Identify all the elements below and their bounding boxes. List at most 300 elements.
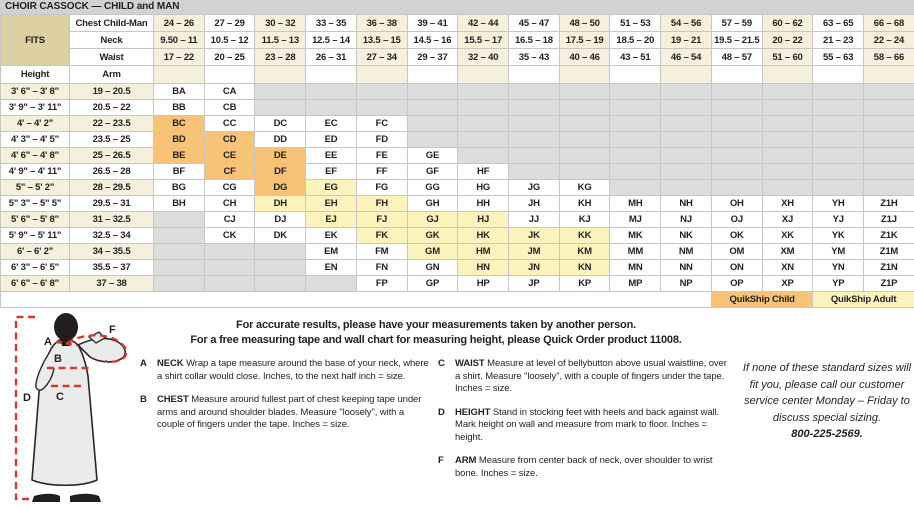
- size-code-cell: HF: [458, 164, 509, 180]
- size-na-cell: [204, 244, 255, 260]
- size-na-cell: [458, 148, 509, 164]
- size-code-cell: Z1J: [864, 212, 914, 228]
- size-code-cell: BC: [154, 116, 205, 132]
- size-code-cell: KH: [559, 196, 610, 212]
- neck-range-cell: 17.5 – 19: [559, 32, 610, 49]
- size-code-cell: MP: [610, 276, 661, 292]
- chest-range-cell: 63 – 65: [813, 15, 864, 32]
- waist-range-cell: 26 – 31: [306, 49, 357, 66]
- size-code-cell: HP: [458, 276, 509, 292]
- quikship-legend-row: [1, 292, 914, 308]
- waist-range-cell: 43 – 51: [610, 49, 661, 66]
- size-na-cell: [154, 276, 205, 292]
- spacer-cell: [204, 66, 255, 84]
- cassock-robe: [32, 340, 97, 486]
- size-na-cell: [255, 260, 306, 276]
- instructions-column-right: [438, 358, 732, 491]
- size-code-cell: OJ: [711, 212, 762, 228]
- size-code-cell: YJ: [813, 212, 864, 228]
- size-table: [0, 14, 914, 308]
- size-na-cell: [559, 148, 610, 164]
- size-code-cell: EF: [306, 164, 357, 180]
- size-na-cell: [762, 148, 813, 164]
- waist-row-label: Waist: [70, 49, 154, 66]
- arm-column-label: Arm: [70, 66, 154, 84]
- size-code-cell: HH: [458, 196, 509, 212]
- raised-right-arm: [78, 338, 125, 361]
- waist-range-cell: 58 – 66: [864, 49, 914, 66]
- size-code-cell: GJ: [407, 212, 458, 228]
- size-code-cell: XP: [762, 276, 813, 292]
- spacer-cell: [154, 66, 205, 84]
- size-code-cell: JJ: [509, 212, 560, 228]
- size-code-cell: NN: [661, 260, 712, 276]
- size-code-cell: GP: [407, 276, 458, 292]
- size-na-cell: [306, 276, 357, 292]
- size-row: [1, 212, 914, 228]
- size-code-cell: EE: [306, 148, 357, 164]
- chest-range-cell: 45 – 47: [509, 15, 560, 32]
- size-code-cell: BD: [154, 132, 205, 148]
- chest-range-cell: 57 – 59: [711, 15, 762, 32]
- intro-line-1: For accurate results, please have your measurements taken by another person.: [128, 318, 744, 333]
- size-code-cell: OK: [711, 228, 762, 244]
- size-na-cell: [509, 148, 560, 164]
- size-code-cell: CH: [204, 196, 255, 212]
- size-row: [1, 164, 914, 180]
- chest-range-cell: 42 – 44: [458, 15, 509, 32]
- figure-label-a: A: [44, 336, 52, 348]
- neck-range-cell: 13.5 – 15: [356, 32, 407, 49]
- size-code-cell: Z1N: [864, 260, 914, 276]
- size-na-cell: [559, 100, 610, 116]
- size-na-cell: [864, 100, 914, 116]
- size-code-cell: HK: [458, 228, 509, 244]
- size-code-cell: YK: [813, 228, 864, 244]
- size-code-cell: DE: [255, 148, 306, 164]
- size-code-cell: EK: [306, 228, 357, 244]
- neck-range-cell: 19 – 21: [661, 32, 712, 49]
- right-shoe: [70, 494, 101, 502]
- size-na-cell: [509, 164, 560, 180]
- size-na-cell: [306, 84, 357, 100]
- instruction-letter: D: [438, 407, 455, 445]
- size-na-cell: [711, 132, 762, 148]
- size-na-cell: [813, 164, 864, 180]
- spacer-cell: [762, 66, 813, 84]
- chest-range-cell: 30 – 32: [255, 15, 306, 32]
- size-row: [1, 100, 914, 116]
- size-code-cell: JK: [509, 228, 560, 244]
- size-row: [1, 244, 914, 260]
- size-na-cell: [154, 228, 205, 244]
- size-code-cell: DC: [255, 116, 306, 132]
- instruction-letter: C: [438, 358, 455, 396]
- chart-title: CHOIR CASSOCK — CHILD and MAN: [0, 0, 914, 14]
- figure-label-c: C: [56, 391, 64, 403]
- size-code-cell: CJ: [204, 212, 255, 228]
- chest-range-cell: 51 – 53: [610, 15, 661, 32]
- size-na-cell: [711, 148, 762, 164]
- size-na-cell: [509, 132, 560, 148]
- size-row: [1, 260, 914, 276]
- size-code-cell: NP: [661, 276, 712, 292]
- arm-range-cell: 28 – 29.5: [70, 180, 154, 196]
- size-code-cell: OH: [711, 196, 762, 212]
- size-na-cell: [864, 116, 914, 132]
- instruction-arm: [438, 455, 732, 480]
- spacer-cell: [458, 66, 509, 84]
- size-code-cell: EJ: [306, 212, 357, 228]
- size-na-cell: [559, 164, 610, 180]
- waist-range-cell: 51 – 60: [762, 49, 813, 66]
- size-na-cell: [559, 116, 610, 132]
- waist-range-cell: 20 – 25: [204, 49, 255, 66]
- size-row: [1, 228, 914, 244]
- size-na-cell: [661, 100, 712, 116]
- size-code-cell: JN: [509, 260, 560, 276]
- intro-line-2: For a free measuring tape and wall chart for measuring height, please Quick Order product 11008.: [128, 333, 744, 348]
- size-code-cell: GH: [407, 196, 458, 212]
- size-na-cell: [255, 84, 306, 100]
- waist-range-cell: 29 – 37: [407, 49, 458, 66]
- waist-range-cell: 48 – 57: [711, 49, 762, 66]
- size-na-cell: [610, 164, 661, 180]
- size-code-cell: DK: [255, 228, 306, 244]
- size-code-cell: DJ: [255, 212, 306, 228]
- size-code-cell: KP: [559, 276, 610, 292]
- size-code-cell: XJ: [762, 212, 813, 228]
- size-code-cell: Z1H: [864, 196, 914, 212]
- size-code-cell: DG: [255, 180, 306, 196]
- size-na-cell: [813, 100, 864, 116]
- spacer-cell: [407, 66, 458, 84]
- size-na-cell: [813, 84, 864, 100]
- size-code-cell: NM: [661, 244, 712, 260]
- size-code-cell: OM: [711, 244, 762, 260]
- size-code-cell: GM: [407, 244, 458, 260]
- waist-range-cell: 17 – 22: [154, 49, 205, 66]
- size-na-cell: [864, 148, 914, 164]
- size-na-cell: [762, 116, 813, 132]
- size-code-cell: KJ: [559, 212, 610, 228]
- size-code-cell: JH: [509, 196, 560, 212]
- instruction-text: CHEST Measure around fullest part of chest keeping tape under arms and around shoulder blades. Measure "loosely", with a couple of fingers under the tape. Inches = size.: [157, 394, 432, 432]
- size-code-cell: MM: [610, 244, 661, 260]
- size-na-cell: [813, 116, 864, 132]
- size-code-cell: FF: [356, 164, 407, 180]
- size-code-cell: HG: [458, 180, 509, 196]
- size-code-cell: CE: [204, 148, 255, 164]
- size-na-cell: [407, 132, 458, 148]
- instructions-column-left: [140, 358, 432, 443]
- waist-range-cell: 35 – 43: [509, 49, 560, 66]
- chest-range-cell: 48 – 50: [559, 15, 610, 32]
- size-code-cell: CC: [204, 116, 255, 132]
- neck-range-cell: 10.5 – 12: [204, 32, 255, 49]
- size-na-cell: [864, 180, 914, 196]
- size-code-cell: NK: [661, 228, 712, 244]
- size-code-cell: MN: [610, 260, 661, 276]
- height-range-cell: 4' 6" – 4' 8": [1, 148, 70, 164]
- legend-spacer: [1, 292, 712, 308]
- header-row-waist: [1, 49, 914, 66]
- quikship-adult-legend: QuikShip Adult: [813, 292, 914, 308]
- size-code-cell: ED: [306, 132, 357, 148]
- chest-range-cell: 33 – 35: [306, 15, 357, 32]
- size-na-cell: [661, 180, 712, 196]
- size-na-cell: [559, 84, 610, 100]
- spacer-cell: [711, 66, 762, 84]
- size-code-cell: FH: [356, 196, 407, 212]
- size-na-cell: [864, 84, 914, 100]
- size-code-cell: OP: [711, 276, 762, 292]
- measurement-figure-illustration: [4, 312, 136, 508]
- spacer-cell: [255, 66, 306, 84]
- neck-range-cell: 16.5 – 18: [509, 32, 560, 49]
- waist-range-cell: 46 – 54: [661, 49, 712, 66]
- size-code-cell: NJ: [661, 212, 712, 228]
- size-na-cell: [864, 164, 914, 180]
- size-code-cell: HJ: [458, 212, 509, 228]
- size-na-cell: [458, 100, 509, 116]
- size-na-cell: [762, 180, 813, 196]
- size-code-cell: YM: [813, 244, 864, 260]
- size-na-cell: [154, 260, 205, 276]
- size-na-cell: [204, 260, 255, 276]
- header-row-chest: [1, 15, 914, 32]
- size-na-cell: [458, 132, 509, 148]
- instruction-text: HEIGHT Stand in stocking feet with heels and back against wall. Mark height on wall and measure from mark to floor. Inches = height.: [455, 407, 732, 445]
- size-code-cell: XK: [762, 228, 813, 244]
- arm-range-cell: 32.5 – 34: [70, 228, 154, 244]
- neck-range-cell: 20 – 22: [762, 32, 813, 49]
- size-na-cell: [661, 116, 712, 132]
- waist-range-cell: 23 – 28: [255, 49, 306, 66]
- size-row: [1, 116, 914, 132]
- size-na-cell: [509, 116, 560, 132]
- size-row: [1, 180, 914, 196]
- size-na-cell: [661, 132, 712, 148]
- size-code-cell: CA: [204, 84, 255, 100]
- size-code-cell: KN: [559, 260, 610, 276]
- size-na-cell: [610, 116, 661, 132]
- size-code-cell: EN: [306, 260, 357, 276]
- size-code-cell: ON: [711, 260, 762, 276]
- size-na-cell: [154, 212, 205, 228]
- instruction-letter: B: [140, 394, 157, 432]
- size-na-cell: [306, 100, 357, 116]
- size-code-cell: XH: [762, 196, 813, 212]
- size-na-cell: [407, 84, 458, 100]
- head: [54, 313, 78, 341]
- arm-range-cell: 26.5 – 28: [70, 164, 154, 180]
- neck-row-label: Neck: [70, 32, 154, 49]
- size-code-cell: CB: [204, 100, 255, 116]
- size-na-cell: [610, 100, 661, 116]
- chest-range-cell: 39 – 41: [407, 15, 458, 32]
- waist-range-cell: 40 – 46: [559, 49, 610, 66]
- size-code-cell: EM: [306, 244, 357, 260]
- size-code-cell: YP: [813, 276, 864, 292]
- measuring-instructions-section: [0, 308, 914, 509]
- size-code-cell: JG: [509, 180, 560, 196]
- figure-label-f: F: [109, 324, 116, 336]
- size-na-cell: [610, 148, 661, 164]
- size-na-cell: [711, 84, 762, 100]
- size-code-cell: GE: [407, 148, 458, 164]
- arm-range-cell: 35.5 – 37: [70, 260, 154, 276]
- size-code-cell: FE: [356, 148, 407, 164]
- size-row: [1, 196, 914, 212]
- height-range-cell: 5' 6" – 5' 8": [1, 212, 70, 228]
- size-code-cell: GK: [407, 228, 458, 244]
- size-code-cell: KG: [559, 180, 610, 196]
- size-code-cell: GG: [407, 180, 458, 196]
- spacer-cell: [610, 66, 661, 84]
- size-code-cell: FM: [356, 244, 407, 260]
- size-na-cell: [661, 148, 712, 164]
- size-code-cell: KM: [559, 244, 610, 260]
- size-na-cell: [356, 100, 407, 116]
- arm-range-cell: 34 – 35.5: [70, 244, 154, 260]
- height-column-label: Height: [1, 66, 70, 84]
- height-range-cell: 3' 9" – 3' 11": [1, 100, 70, 116]
- waist-range-cell: 32 – 40: [458, 49, 509, 66]
- customer-service-phone: 800-225-2569.: [740, 426, 914, 443]
- size-row: [1, 276, 914, 292]
- size-code-cell: MH: [610, 196, 661, 212]
- size-na-cell: [356, 84, 407, 100]
- size-na-cell: [255, 100, 306, 116]
- size-na-cell: [661, 84, 712, 100]
- size-code-cell: NH: [661, 196, 712, 212]
- waist-range-cell: 55 – 63: [813, 49, 864, 66]
- size-na-cell: [255, 244, 306, 260]
- size-code-cell: FN: [356, 260, 407, 276]
- instruction-text: WAIST Measure at level of bellybutton above usual waistline, over a shirt. Measure "loosely", with a couple of fingers under the tape. Inches = size.: [455, 358, 732, 396]
- size-code-cell: GF: [407, 164, 458, 180]
- size-code-cell: CG: [204, 180, 255, 196]
- spacer-cell: [509, 66, 560, 84]
- height-range-cell: 5" – 5' 2": [1, 180, 70, 196]
- size-code-cell: XN: [762, 260, 813, 276]
- neck-range-cell: 14.5 – 16: [407, 32, 458, 49]
- size-na-cell: [407, 100, 458, 116]
- neck-range-cell: 21 – 23: [813, 32, 864, 49]
- neck-range-cell: 9.50 – 11: [154, 32, 205, 49]
- figure-label-d: D: [23, 392, 31, 404]
- size-code-cell: DF: [255, 164, 306, 180]
- neck-range-cell: 19.5 – 21.5: [711, 32, 762, 49]
- size-code-cell: MJ: [610, 212, 661, 228]
- arm-range-cell: 19 – 20.5: [70, 84, 154, 100]
- neck-range-cell: 22 – 24: [864, 32, 914, 49]
- height-range-cell: 4' 3" – 4' 5": [1, 132, 70, 148]
- size-code-cell: FG: [356, 180, 407, 196]
- neck-range-cell: 18.5 – 20: [610, 32, 661, 49]
- size-code-cell: EC: [306, 116, 357, 132]
- size-na-cell: [813, 180, 864, 196]
- header-row-neck: [1, 32, 914, 49]
- height-range-cell: 5' 9" – 5' 11": [1, 228, 70, 244]
- instruction-neck: [140, 358, 432, 383]
- size-code-cell: BG: [154, 180, 205, 196]
- arm-range-cell: 25 – 26.5: [70, 148, 154, 164]
- size-na-cell: [813, 132, 864, 148]
- size-na-cell: [762, 84, 813, 100]
- size-code-cell: Z1K: [864, 228, 914, 244]
- size-na-cell: [711, 100, 762, 116]
- chest-range-cell: 36 – 38: [356, 15, 407, 32]
- size-na-cell: [610, 84, 661, 100]
- height-range-cell: 4' – 4' 2": [1, 116, 70, 132]
- instruction-letter: F: [438, 455, 455, 480]
- instruction-waist: [438, 358, 732, 396]
- chest-range-cell: 60 – 62: [762, 15, 813, 32]
- size-code-cell: JM: [509, 244, 560, 260]
- size-na-cell: [458, 84, 509, 100]
- size-code-cell: FK: [356, 228, 407, 244]
- neck-range-cell: 12.5 – 14: [306, 32, 357, 49]
- chest-range-cell: 24 – 26: [154, 15, 205, 32]
- size-row: [1, 84, 914, 100]
- size-code-cell: FJ: [356, 212, 407, 228]
- size-code-cell: BA: [154, 84, 205, 100]
- size-row: [1, 132, 914, 148]
- size-na-cell: [813, 148, 864, 164]
- height-range-cell: 3' 6" – 3' 8": [1, 84, 70, 100]
- size-code-cell: EG: [306, 180, 357, 196]
- size-row: [1, 148, 914, 164]
- size-code-cell: CD: [204, 132, 255, 148]
- height-range-cell: 6' 3" – 6' 5": [1, 260, 70, 276]
- chest-range-cell: 54 – 56: [661, 15, 712, 32]
- size-na-cell: [762, 164, 813, 180]
- instruction-letter: A: [140, 358, 157, 383]
- size-code-cell: BF: [154, 164, 205, 180]
- instruction-text: ARM Measure from center back of neck, over shoulder to wrist bone. Inches = size.: [455, 455, 732, 480]
- waist-range-cell: 27 – 34: [356, 49, 407, 66]
- spacer-cell: [306, 66, 357, 84]
- arm-range-cell: 20.5 – 22: [70, 100, 154, 116]
- chest-range-cell: 66 – 68: [864, 15, 914, 32]
- size-code-cell: Z1M: [864, 244, 914, 260]
- size-na-cell: [458, 116, 509, 132]
- spacer-cell: [661, 66, 712, 84]
- size-code-cell: YN: [813, 260, 864, 276]
- size-na-cell: [610, 132, 661, 148]
- size-code-cell: GN: [407, 260, 458, 276]
- size-na-cell: [559, 132, 610, 148]
- size-code-cell: MK: [610, 228, 661, 244]
- size-code-cell: KK: [559, 228, 610, 244]
- size-code-cell: HM: [458, 244, 509, 260]
- size-code-cell: FD: [356, 132, 407, 148]
- height-range-cell: 6' 6" – 6' 8": [1, 276, 70, 292]
- figure-label-b: B: [54, 353, 62, 365]
- size-na-cell: [255, 276, 306, 292]
- spacer-cell: [813, 66, 864, 84]
- left-shoe: [32, 494, 60, 502]
- size-na-cell: [610, 180, 661, 196]
- size-code-cell: FC: [356, 116, 407, 132]
- neck-range-cell: 15.5 – 17: [458, 32, 509, 49]
- size-code-cell: DH: [255, 196, 306, 212]
- size-na-cell: [509, 84, 560, 100]
- size-code-cell: FP: [356, 276, 407, 292]
- size-na-cell: [711, 164, 762, 180]
